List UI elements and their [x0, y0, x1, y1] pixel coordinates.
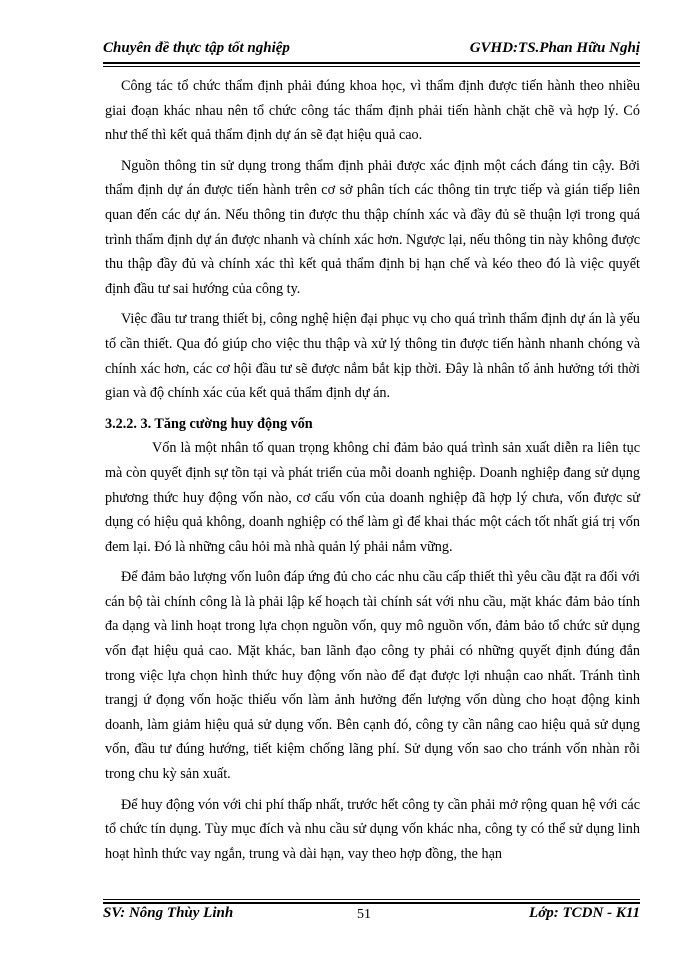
body-paragraph: Công tác tổ chức thẩm định phải đúng khoa học, vì thẩm định được tiến hành theo nhiều giai đoạn khác nhau nên tổ chức công tác thẩm định phải tiến hành chặt chẽ và hợp lý. Có như thế thì kết quả thẩm định dự án sẽ đạt hiệu quả cao.	[105, 78, 640, 144]
page-header	[103, 40, 640, 62]
section-heading: 3.2.2. 3. Tăng cường huy động vốn	[105, 415, 313, 432]
page-number: 51	[357, 907, 371, 922]
header-rule	[103, 62, 640, 67]
body-paragraph: Nguồn thông tin sử dụng trong thẩm định phải được xác định một cách đáng tin cậy. Bởi thẩm định dự án được tiến hành trên cơ sở phân tích các thông tin trực tiếp và gián tiếp liên quan đến các dự án. Nếu thông tin được thu thập chính xác và đầy đủ sẽ thuận lợi trong quá trình thẩm định dự án được nhanh và chính xác hơn. Ngược lại, nếu thông tin này không được thu thập đầy đủ và chính xác thì kết quả thẩm định bị hạn chế và kéo theo đó là việc quyết định đầu tư sai hướng của công ty.	[105, 157, 640, 297]
header-title: Chuyên đề thực tập tốt nghiệp	[103, 40, 290, 56]
page-footer	[103, 905, 640, 927]
footer-class: Lớp: TCDN - K11	[529, 905, 640, 921]
body-paragraph: Việc đầu tư trang thiết bị, công nghệ hiện đại phục vụ cho quá trình thẩm định dự án là yếu tố cần thiết. Qua đó giúp cho việc thu thập và xử lý thông tin được tiến hành nhanh chóng và chính xác hơn, các cơ hội đầu tư sẽ được nắm bắt kịp thời. Đây là nhân tố ảnh hưởng tới thời gian và độ chính xác của kết quả thẩm định dự án.	[105, 311, 640, 402]
header-supervisor: GVHD:TS.Phan Hữu Nghị	[469, 40, 640, 56]
body-paragraph: Để huy động vón với chi phí thấp nhất, trước hết công ty cần phải mở rộng quan hệ với các tổ chức tín dụng. Tùy mục đích và nhu cầu sử dụng vốn khác nha, công ty có thể sử dụng linh hoạt hình thức vay ngắn, trung và dài hạn, vay theo hợp đồng, the hạn	[105, 796, 640, 862]
footer-rule	[103, 899, 640, 904]
body-paragraph: Để đảm bảo lượng vốn luôn đáp ứng đủ cho các nhu cầu cấp thiết thì yêu cầu đặt ra đối với cán bộ tài chính công là là phải lập kế hoạch tài chính sát với nhu cầu, mặt khác đảm bảo tính đa dạng và linh hoạt trong lựa chọn nguồn vốn, quy mô nguồn vốn, đảm bảo tổ chức sử dụng vốn đạt hiệu quả cao. Mặt khác, ban lãnh đạo công ty phải có những quyết định đúng đắn trong việc lựa chọn hình thức huy động vốn nào để đạt được lợi nhuận cao nhất. Tránh tình trangj ứ đọng vốn hoặc thiếu vốn làm ảnh hưởng đến lượng vốn dùng cho hoạt động kinh doanh, làm giảm hiệu quả sử dụng vốn. Bên cạnh đó, công ty cần nâng cao hiệu quả sử dụng vốn, đầu tư đúng hướng, tiết kiệm chống lãng phí. Sử dụng vốn sao cho tránh vốn nhàn rỗi trong chu kỳ sản xuất.	[105, 569, 640, 783]
page-body	[105, 74, 640, 872]
body-paragraph: Vốn là một nhân tố quan trọng không chỉ đảm bảo quá trình sản xuất diễn ra liên tục mà còn quyết định sự tồn tại và phát triển của mỗi doanh nghiệp. Doanh nghiệp đang sử dụng phương thức huy động vốn nào, cơ cấu vốn của doanh nghiệp đã hợp lý chưa, vốn được sử dụng có hiệu quả không, doanh nghiệp có thể làm gì để khai thác một cách tốt nhất giá trị vốn đem lại. Đó là những câu hỏi mà nhà quản lý phải nắm vững.	[105, 440, 640, 555]
footer-student: SV: Nông Thùy Linh	[103, 905, 234, 921]
